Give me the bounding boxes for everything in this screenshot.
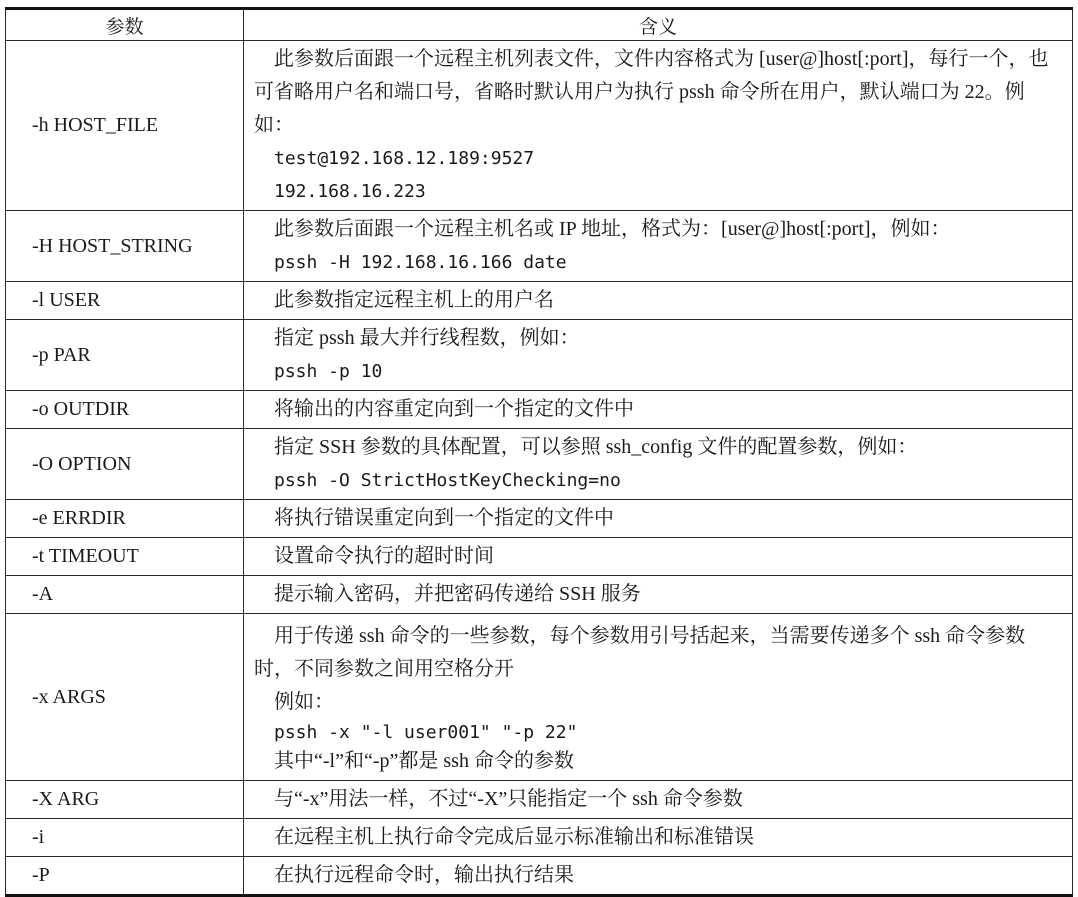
param-name: -o OUTDIR	[6, 391, 244, 429]
table-row	[6, 538, 1073, 576]
description-text: 在执行远程命令时，输出执行结果	[274, 864, 574, 886]
header-meaning: 含义	[244, 9, 1073, 41]
description-text: 与“-x”用法一样，不过“-X”只能指定一个 ssh 命令参数	[274, 788, 743, 810]
param-name: -O OPTION	[6, 429, 244, 500]
description-text: 此参数后面跟一个远程主机列表文件，文件内容格式为 [user@]host[:port]，每行一个，也可省略用户名和端口号，省略时默认用户为执行 pssh 命令所在用户，默认端口为 22。例如：	[254, 48, 1049, 136]
param-description	[244, 391, 1073, 429]
description-text: 指定 SSH 参数的具体配置，可以参照 ssh_config 文件的配置参数，例如：	[274, 436, 918, 458]
param-description	[244, 320, 1073, 391]
param-description	[244, 576, 1073, 614]
param-name: -t TIMEOUT	[6, 538, 244, 576]
table-row	[6, 282, 1073, 320]
param-name: -e ERRDIR	[6, 500, 244, 538]
param-name: -x ARGS	[6, 614, 244, 781]
pssh-parameters-table	[5, 7, 1073, 897]
param-description	[244, 819, 1073, 857]
param-name: -X ARG	[6, 781, 244, 819]
param-description	[244, 282, 1073, 320]
code-line: pssh -O StrictHostKeyChecking=no	[274, 470, 621, 491]
description-text: 用于传递 ssh 命令的一些参数，每个参数用引号括起来，当需要传递多个 ssh 命令参数时，不同参数之间用空格分开	[254, 624, 1026, 680]
description-text: 提示输入密码，并把密码传递给 SSH 服务	[274, 583, 641, 605]
param-description	[244, 614, 1073, 781]
param-name: -i	[6, 819, 244, 857]
param-name: -p PAR	[6, 320, 244, 391]
param-description	[244, 538, 1073, 576]
param-description	[244, 211, 1073, 282]
table-row	[6, 320, 1073, 391]
param-name: -P	[6, 857, 244, 896]
header-param: 参数	[6, 9, 244, 41]
description-text: 设置命令执行的超时时间	[274, 545, 494, 567]
note-text: 其中“-l”和“-p”都是 ssh 命令的参数	[274, 749, 574, 772]
table-header-row	[6, 9, 1073, 41]
param-description	[244, 857, 1073, 896]
code-line: pssh -p 10	[274, 361, 383, 382]
param-name: -l USER	[6, 282, 244, 320]
param-name: -h HOST_FILE	[6, 41, 244, 211]
code-line: test@192.168.12.189:9527	[274, 148, 535, 169]
table-row	[6, 500, 1073, 538]
code-line: pssh -H 192.168.16.166 date	[274, 252, 567, 273]
description-text: 指定 pssh 最大并行线程数，例如：	[274, 327, 580, 349]
description-text: 将输出的内容重定向到一个指定的文件中	[274, 398, 634, 420]
example-label: 例如：	[274, 690, 334, 713]
param-description	[244, 41, 1073, 211]
table-row	[6, 211, 1073, 282]
description-text: 此参数指定远程主机上的用户名	[274, 289, 554, 311]
param-description	[244, 429, 1073, 500]
table-row	[6, 614, 1073, 781]
table-row	[6, 576, 1073, 614]
table-row	[6, 391, 1073, 429]
table-row	[6, 429, 1073, 500]
param-description	[244, 781, 1073, 819]
description-text: 将执行错误重定向到一个指定的文件中	[274, 507, 614, 529]
table-row	[6, 857, 1073, 896]
description-text: 在远程主机上执行命令完成后显示标准输出和标准错误	[274, 826, 754, 848]
param-name: -A	[6, 576, 244, 614]
param-name: -H HOST_STRING	[6, 211, 244, 282]
description-text: 此参数后面跟一个远程主机名或 IP 地址，格式为：[user@]host[:port]，例如：	[274, 218, 951, 240]
table-row	[6, 819, 1073, 857]
code-line: pssh -x "-l user001" "-p 22"	[274, 721, 578, 743]
param-description	[244, 500, 1073, 538]
table-row	[6, 781, 1073, 819]
table-row	[6, 41, 1073, 211]
code-line: 192.168.16.223	[274, 181, 426, 202]
